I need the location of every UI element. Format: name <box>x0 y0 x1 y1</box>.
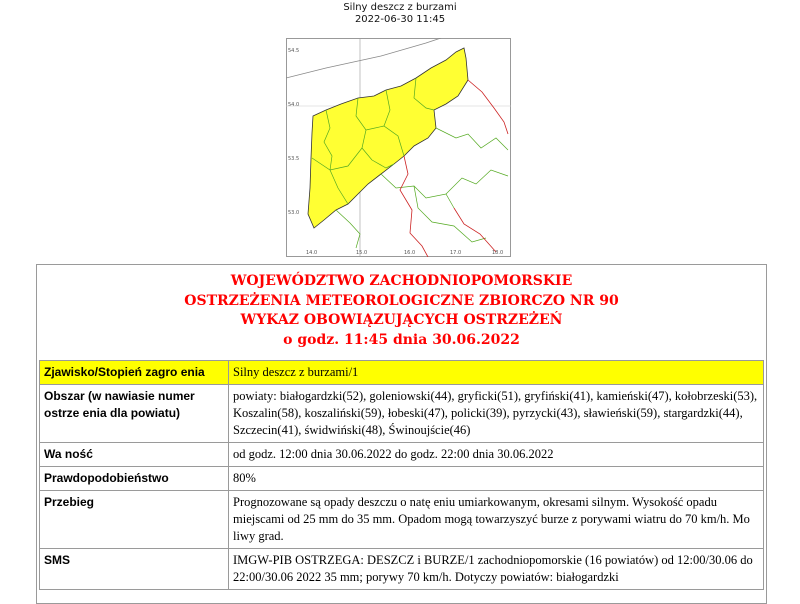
warning-map-svg <box>286 38 511 257</box>
warning-map <box>286 38 511 257</box>
row-label: SMS <box>40 549 229 590</box>
table-row <box>40 385 764 443</box>
headline-list-title: WYKAZ OBOWIĄZUJĄCYCH OSTRZEŻEŃ <box>240 312 563 328</box>
lat-label: 54.5 <box>288 48 300 54</box>
row-value: Prognozowane są opady deszczu o natę eniu umiarkowanym, okresami silnym. Wysokość opadu miejscami od 25 mm do 35 mm. Opadom mogą towarzyszyć burze z porywami wiatru do 70 km/h. Mo liwy grad. <box>229 491 764 549</box>
row-label: Przebieg <box>40 491 229 549</box>
warning-panel <box>36 264 767 604</box>
map-caption <box>0 2 800 26</box>
lon-label: 14.0 <box>306 250 318 256</box>
warning-headline <box>37 272 766 350</box>
lat-label: 53.5 <box>288 156 300 162</box>
row-label: Obszar (w nawiasie numer ostrze enia dla powiatu) <box>40 385 229 443</box>
map-caption-phenomenon: Silny deszcz z burzami <box>343 2 457 13</box>
headline-bulletin: OSTRZEŻENIA METEOROLOGICZNE ZBIORCZO NR 90 <box>184 292 619 309</box>
lon-label: 16.0 <box>404 250 416 256</box>
lon-label: 18.0 <box>492 250 504 256</box>
lat-label: 53.0 <box>288 210 300 216</box>
headline-datetime: o godz. 11:45 dnia 30.06.2022 <box>283 331 520 348</box>
lat-label: 54.0 <box>288 102 300 108</box>
warning-table <box>39 360 764 590</box>
table-row <box>40 443 764 467</box>
row-value: od godz. 12:00 dnia 30.06.2022 do godz. 22:00 dnia 30.06.2022 <box>229 443 764 467</box>
table-row <box>40 491 764 549</box>
row-label: Zjawisko/Stopień zagro enia <box>40 361 229 385</box>
row-label: Prawdopodobieństwo <box>40 467 229 491</box>
table-row <box>40 467 764 491</box>
lon-label: 15.0 <box>356 250 368 256</box>
row-label: Wa ność <box>40 443 229 467</box>
row-value: 80% <box>229 467 764 491</box>
row-value: IMGW-PIB OSTRZEGA: DESZCZ i BURZE/1 zachodniopomorskie (16 powiatów) od 12:00/30.06 do 22:00/30.06 2022 35 mm; porywy 70 km/h. Dotyczy powiatów: białogardzki <box>229 549 764 590</box>
row-value: powiaty: białogardzki(52), goleniowski(44), gryficki(51), gryfiński(41), kamieński(47), kołobrzeski(53), Koszalin(58), koszaliński(59), łobeski(47), policki(39), pyrzycki(43), sławieński(59), stargardzki(44), Szczecin(41), świdwiński(48), Świnoujście(46) <box>229 385 764 443</box>
lon-label: 17.0 <box>450 250 462 256</box>
table-row <box>40 549 764 590</box>
row-value: Silny deszcz z burzami/1 <box>229 361 764 385</box>
map-caption-datetime: 2022-06-30 11:45 <box>354 14 446 25</box>
headline-province: WOJEWÓDZTWO ZACHODNIOPOMORSKIE <box>230 273 573 289</box>
table-row <box>40 361 764 385</box>
